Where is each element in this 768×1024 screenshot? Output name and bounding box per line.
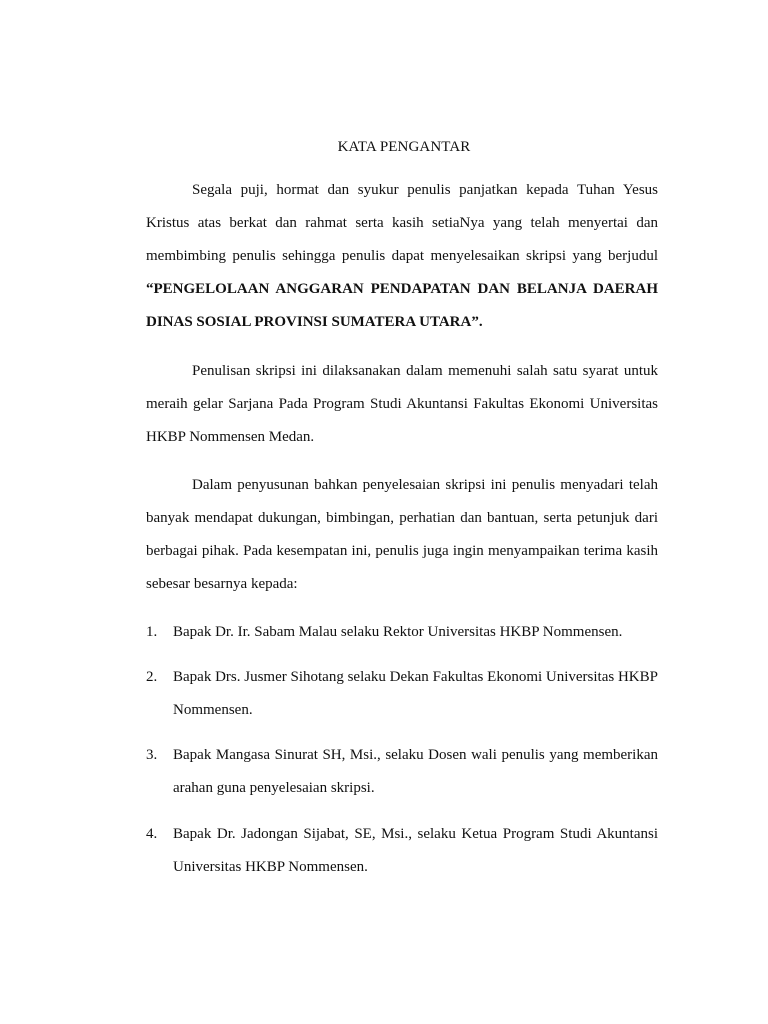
list-item xyxy=(146,739,658,805)
page-title: KATA PENGANTAR xyxy=(337,139,471,155)
list-item xyxy=(146,818,658,884)
list-text: Bapak Mangasa Sinurat SH, Msi., selaku Dosen wali penulis yang memberikan arahan guna penyelesaian skripsi. xyxy=(173,747,658,796)
list-item xyxy=(146,616,658,649)
list-number: 2. xyxy=(146,669,158,685)
list-item xyxy=(146,661,658,727)
list-number: 4. xyxy=(146,826,158,842)
paragraph-intro-text: Segala puji, hormat dan syukur penulis panjatkan kepada Tuhan Yesus Kristus atas berkat dan rahmat serta kasih setiaNya yang telah menyertai dan membimbing penulis sehingga penulis dapat menyelesaikan skripsi yang berjudul xyxy=(146,182,658,264)
list-number: 1. xyxy=(146,624,158,640)
list-text: Bapak Dr. Jadongan Sijabat, SE, Msi., selaku Ketua Program Studi Akuntansi Universitas HKBP Nommensen. xyxy=(173,826,658,875)
list-number: 3. xyxy=(146,747,158,763)
paragraph-purpose: Penulisan skripsi ini dilaksanakan dalam memenuhi salah satu syarat untuk meraih gelar Sarjana Pada Program Studi Akuntansi Fakultas Ekonomi Universitas HKBP Nommensen Medan. xyxy=(146,363,658,445)
paragraph-intro xyxy=(146,174,658,339)
list-text: Bapak Drs. Jusmer Sihotang selaku Dekan Fakultas Ekonomi Universitas HKBP Nommensen. xyxy=(173,669,658,718)
thesis-title: “PENGELOLAAN ANGGARAN PENDAPATAN DAN BELANJA DAERAH DINAS SOSIAL PROVINSI SUMATERA UTARA”. xyxy=(146,281,658,330)
paragraph-acknowledgement: Dalam penyusunan bahkan penyelesaian skripsi ini penulis menyadari telah banyak mendapat dukungan, bimbingan, perhatian dan bantuan, serta petunjuk dari berbagai pihak. Pada kesempatan ini, penulis juga ingin menyampaikan terima kasih sebesar besarnya kepada: xyxy=(146,477,658,592)
list-text: Bapak Dr. Ir. Sabam Malau selaku Rektor Universitas HKBP Nommensen. xyxy=(173,624,623,640)
